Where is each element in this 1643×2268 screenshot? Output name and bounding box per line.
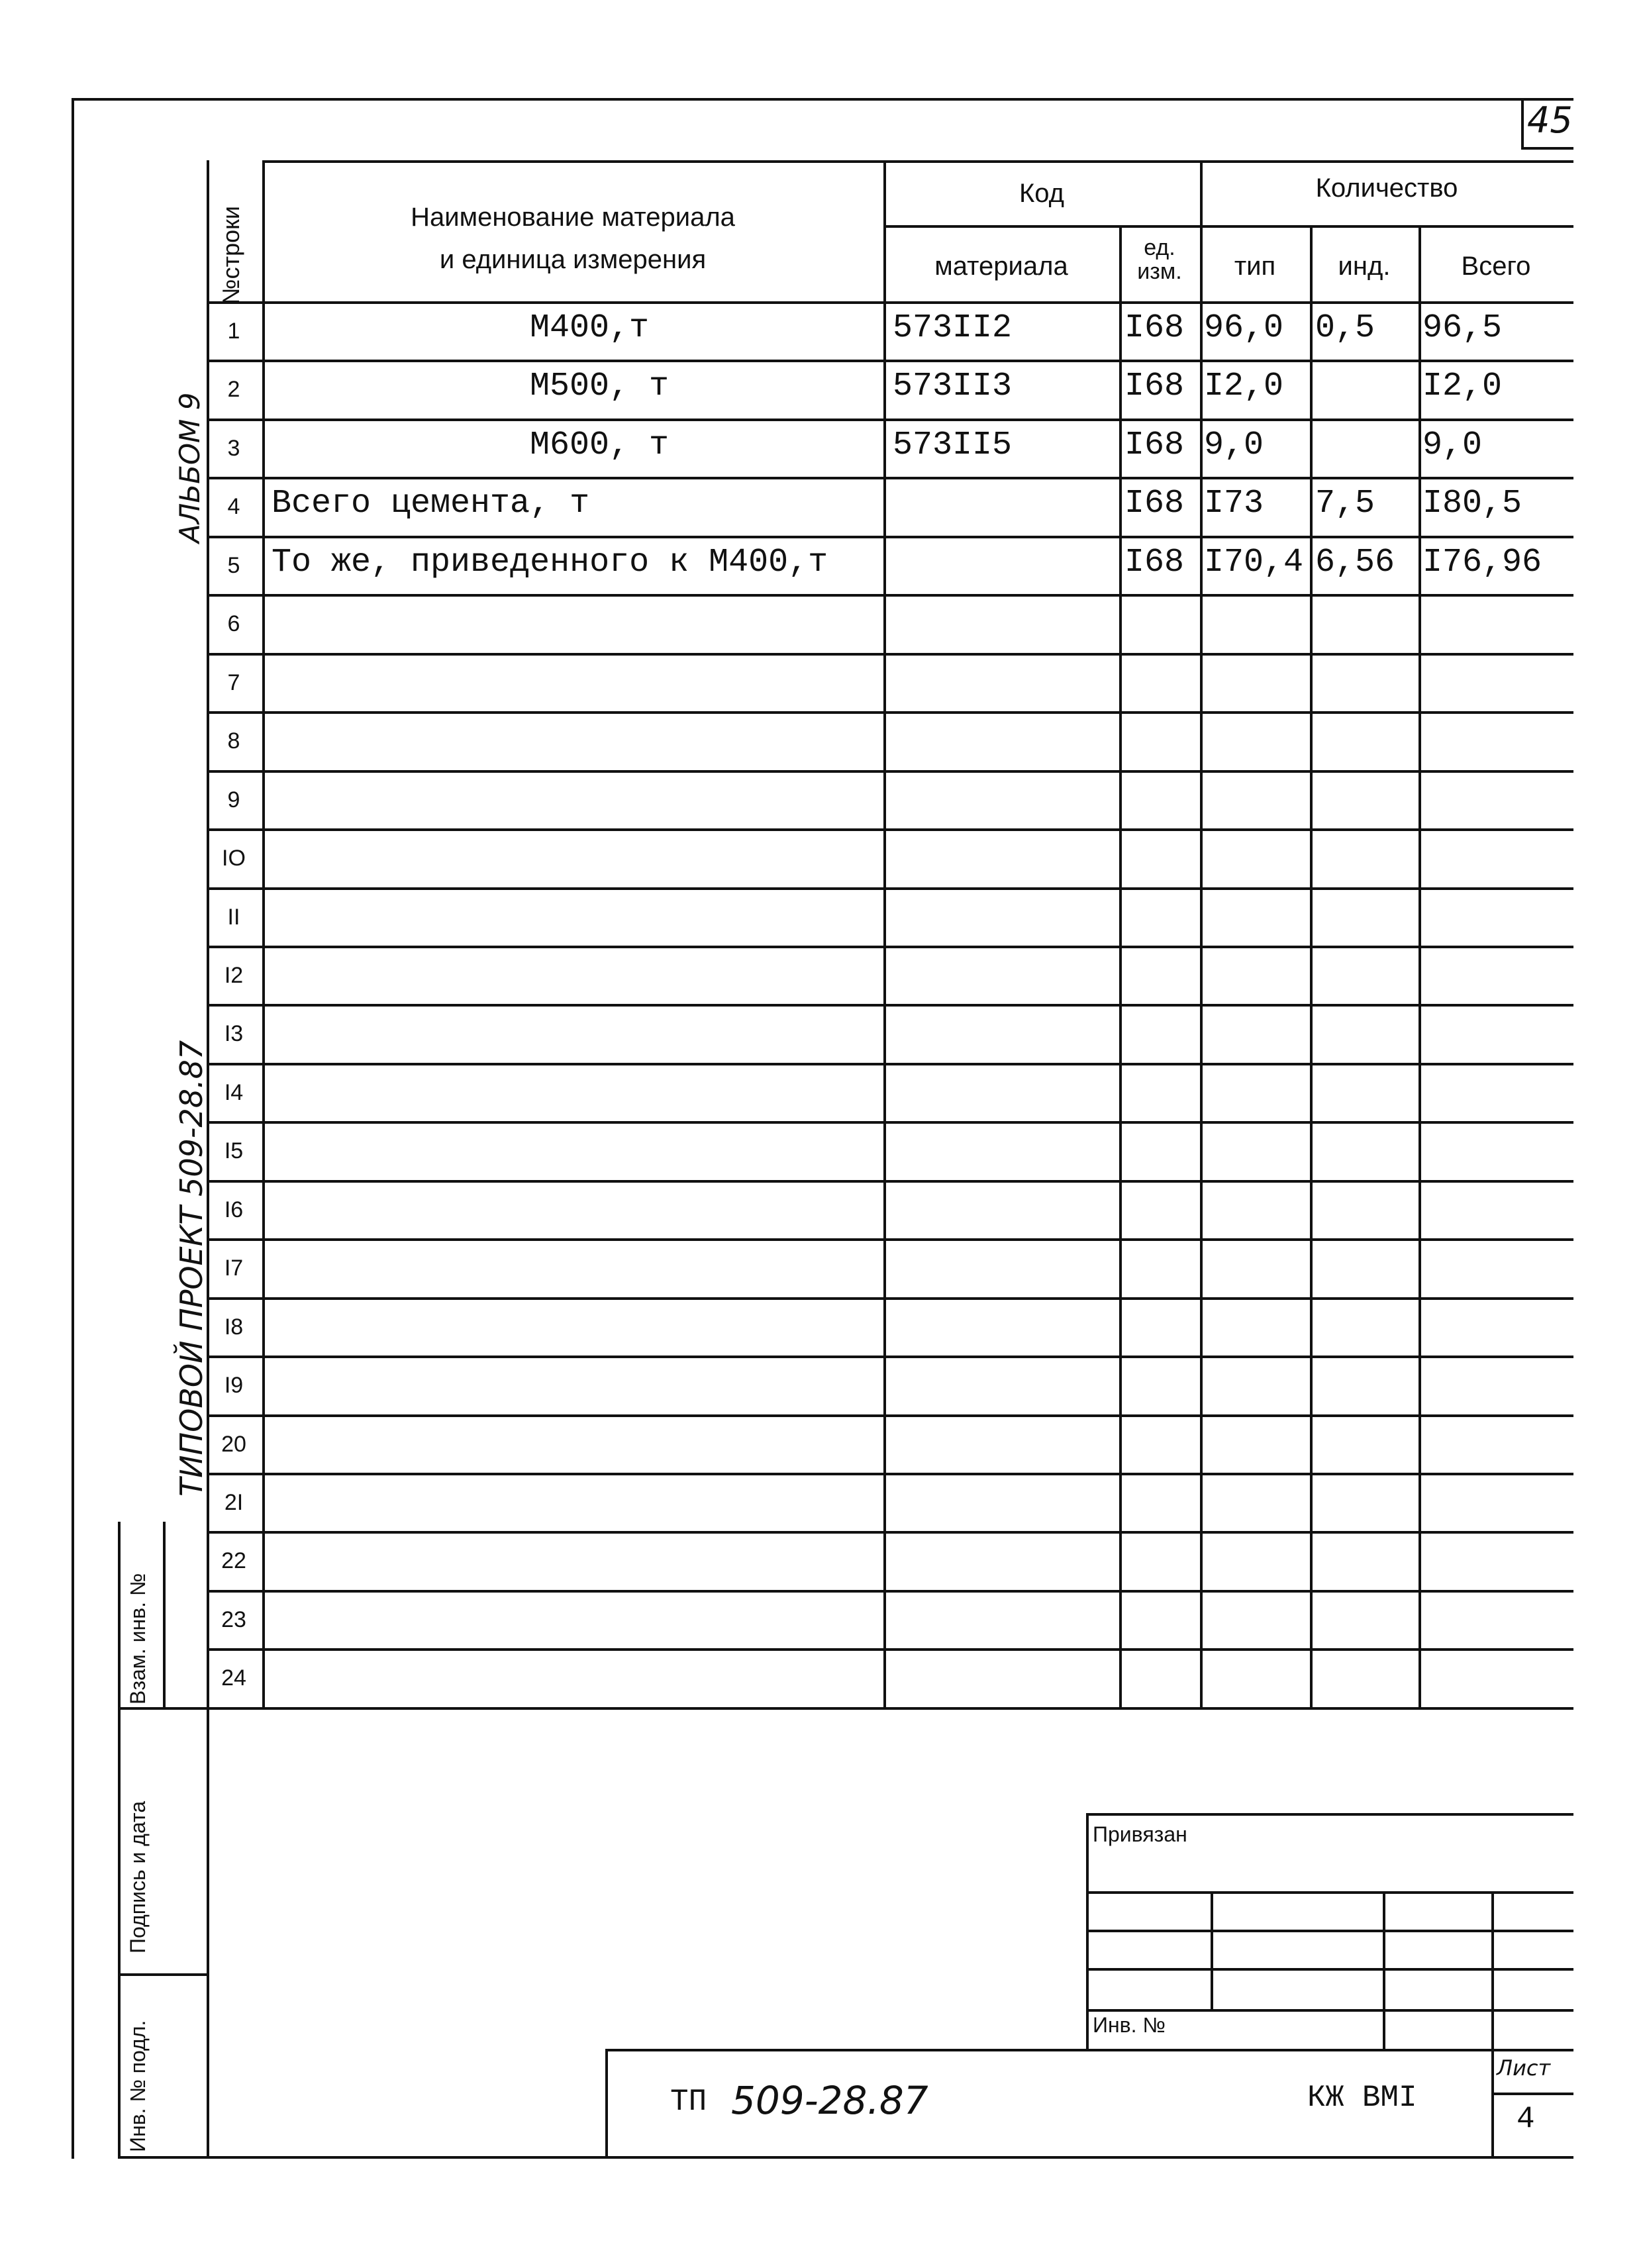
row-number: I6	[224, 1197, 244, 1222]
cell-total: 9,0	[1422, 426, 1483, 464]
row-divider	[207, 1648, 1573, 1651]
row-number: II	[227, 905, 240, 930]
cell-unit: I68	[1124, 426, 1185, 464]
row-number: 3	[227, 436, 240, 461]
row-number: I2	[224, 963, 244, 988]
page-number-box-bottom	[1521, 147, 1573, 150]
frame-left-line	[72, 98, 74, 2159]
cell-name: То же, приведенного к М400,т	[272, 544, 828, 581]
cell-code: 573II3	[893, 368, 1013, 405]
table-top-line	[262, 160, 1573, 163]
frame-bottom-line	[118, 2156, 1573, 2159]
row-divider	[207, 946, 1573, 948]
cell-total: I80,5	[1422, 485, 1522, 522]
cell-total: I2,0	[1422, 368, 1503, 405]
row-number: 7	[227, 670, 240, 695]
row-number: 5	[227, 553, 240, 578]
stamp-line-5	[1086, 2009, 1573, 2012]
cell-total: I76,96	[1422, 544, 1542, 581]
row-number: 23	[221, 1607, 246, 1632]
row-divider	[207, 1004, 1573, 1007]
cell-total: 96,5	[1422, 309, 1503, 347]
album-label: АЛЬБОМ 9	[174, 392, 206, 543]
cell-type: I73	[1204, 485, 1264, 522]
stamp-line-3	[1086, 1930, 1573, 1932]
frame-top-line	[72, 98, 1573, 101]
cell-type: 96,0	[1204, 309, 1284, 347]
stamp-vline-2	[1383, 1891, 1385, 2050]
cell-name: М400,т	[530, 309, 650, 347]
side-strip-divider-3	[207, 1708, 209, 2157]
table-left-border	[207, 160, 209, 1708]
row-divider	[207, 536, 1573, 538]
doc-prefix: ТП	[670, 2085, 707, 2119]
row-divider	[207, 1297, 1573, 1300]
row-number: I5	[224, 1138, 244, 1163]
side-strip-divider	[118, 1522, 121, 2157]
cell-ind: 6,56	[1315, 544, 1395, 581]
col-unit-left-line	[1119, 225, 1122, 1708]
row-number: I4	[224, 1080, 244, 1105]
cell-name: Всего цемента, т	[272, 485, 590, 522]
side-strip-divider-2	[163, 1522, 166, 1707]
row-divider	[207, 1707, 1573, 1710]
cell-code: 573II2	[893, 309, 1013, 347]
ind-subheader: инд.	[1338, 252, 1391, 281]
row-number: I9	[224, 1373, 244, 1398]
col-total-left-line	[1419, 225, 1421, 1708]
cell-unit: I68	[1124, 544, 1185, 581]
row-number: I8	[224, 1314, 244, 1340]
row-divider	[207, 1238, 1573, 1241]
col-name-left-line	[262, 160, 265, 1708]
name-header-line2: и единица измерения	[439, 245, 707, 274]
row-divider	[207, 1531, 1573, 1534]
row-number: 4	[227, 494, 240, 519]
inv-no-label: Инв. №	[1093, 2013, 1166, 2037]
cell-type: I2,0	[1204, 368, 1284, 405]
stamp-vline-3	[1491, 1891, 1494, 2156]
name-header-line1: Наименование материала	[411, 203, 735, 232]
col-ind-left-line	[1310, 225, 1313, 1708]
row-divider	[207, 1590, 1573, 1593]
doc-number: 509-28.87	[731, 2078, 928, 2123]
row-number: 2I	[224, 1490, 244, 1515]
col-code-left-line	[883, 160, 886, 1708]
stamp-vline-1	[1211, 1891, 1213, 2009]
total-subheader: Всего	[1461, 252, 1531, 281]
row-divider	[207, 770, 1573, 773]
quantity-header: Количество	[1315, 173, 1458, 203]
cell-name: М600, т	[530, 426, 670, 464]
stamp-line-4	[1086, 1968, 1573, 1971]
cell-ind: 0,5	[1315, 309, 1375, 347]
row-divider	[207, 1180, 1573, 1183]
row-number: 2	[227, 377, 240, 402]
row-divider	[207, 1063, 1573, 1065]
row-divider	[207, 360, 1573, 362]
sheet-label: Лист	[1497, 2055, 1551, 2081]
privyazan-label: Привязан	[1093, 1822, 1187, 1846]
row-divider	[207, 1473, 1573, 1475]
stamp-top-line	[1086, 1813, 1573, 1816]
code-header: Код	[1019, 179, 1064, 208]
cell-name: М500, т	[530, 368, 670, 405]
sheet-number: 4	[1517, 2102, 1535, 2136]
cell-type: 9,0	[1204, 426, 1264, 464]
unit-subheader-line2: изм.	[1137, 259, 1182, 284]
row-number: 24	[221, 1665, 246, 1691]
row-divider	[207, 594, 1573, 597]
stamp-line-2	[1086, 1891, 1573, 1894]
vzam-inv-label: Взам. инв. №	[126, 1573, 150, 1704]
cell-code: 573II5	[893, 426, 1013, 464]
subheader-line	[883, 225, 1573, 228]
row-divider	[207, 711, 1573, 714]
side-strip-hline-2	[118, 1973, 208, 1976]
header-bottom-line	[207, 301, 1573, 304]
cell-unit: I68	[1124, 309, 1185, 347]
page-number-box-line	[1521, 98, 1524, 148]
type-subheader: тип	[1234, 252, 1276, 281]
cell-unit: I68	[1124, 485, 1185, 522]
row-number: 22	[221, 1548, 246, 1573]
row-divider	[207, 1414, 1573, 1417]
cell-ind: 7,5	[1315, 485, 1375, 522]
row-divider	[207, 828, 1573, 831]
row-number: 8	[227, 728, 240, 754]
row-number: I7	[224, 1256, 244, 1281]
row-divider	[207, 477, 1573, 479]
side-strip-hline-1	[118, 1707, 208, 1710]
row-number: 9	[227, 787, 240, 813]
sheet-box-line	[1491, 2093, 1573, 2095]
row-number: I3	[224, 1021, 244, 1046]
row-divider	[207, 887, 1573, 890]
doc-code: КЖ ВМI	[1307, 2081, 1417, 2115]
page-number: 45	[1527, 99, 1573, 141]
inv-podl-label: Инв. № подл.	[126, 2020, 150, 2152]
row-number: 1	[227, 319, 240, 344]
row-number-header: №строки	[217, 205, 244, 305]
signature-date-label: Подпись и дата	[126, 1800, 150, 1953]
material-subheader: материала	[934, 252, 1068, 281]
title-block-left-line	[605, 2050, 608, 2157]
cell-unit: I68	[1124, 368, 1185, 405]
row-divider	[207, 653, 1573, 656]
row-number: 6	[227, 611, 240, 636]
row-number: 20	[221, 1432, 246, 1457]
row-divider	[207, 419, 1573, 421]
cell-type: I70,4	[1204, 544, 1304, 581]
row-divider	[207, 1121, 1573, 1124]
col-type-left-line	[1200, 160, 1203, 1708]
row-number: IO	[222, 846, 246, 871]
unit-subheader-line1: ед.	[1144, 235, 1175, 260]
row-divider	[207, 1356, 1573, 1358]
title-block-top-line	[605, 2049, 1573, 2051]
project-label: ТИПОВОЙ ПРОЕКТ 509-28.87	[174, 1040, 209, 1497]
